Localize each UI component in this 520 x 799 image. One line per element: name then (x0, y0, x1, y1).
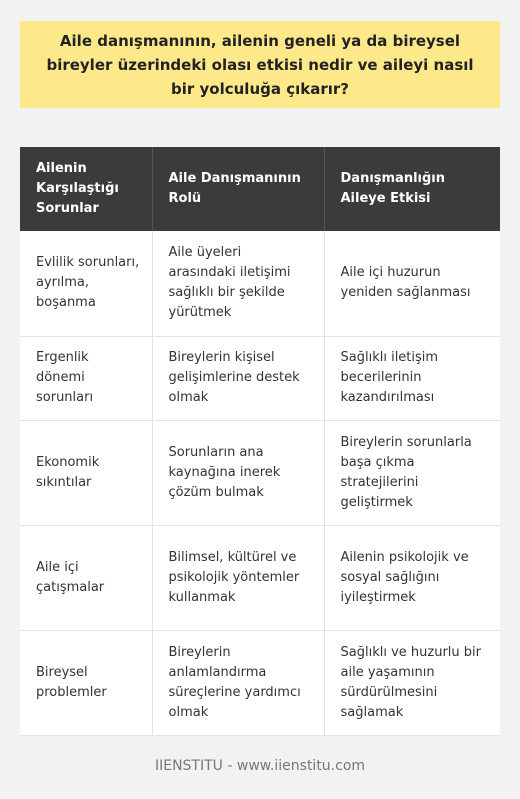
table-header-row (20, 147, 500, 231)
column-header: Ailenin Karşılaştığı Sorunlar (20, 147, 152, 231)
table-cell: Aile içi çatışmalar (20, 525, 152, 630)
table-cell: Ekonomik sıkıntılar (20, 420, 152, 525)
table-cell: Bireysel problemler (20, 630, 152, 735)
table-row (20, 420, 500, 525)
table-row (20, 525, 500, 630)
table-cell: Bireylerin kişisel gelişimlerine destek olmak (152, 336, 324, 420)
table-cell: Ergenlik dönemi sorunları (20, 336, 152, 420)
column-header: Danışmanlığın Aileye Etkisi (324, 147, 500, 231)
table-cell: Sorunların ana kaynağına inerek çözüm bulmak (152, 420, 324, 525)
table-cell: Bireylerin anlamlandırma süreçlerine yardımcı olmak (152, 630, 324, 735)
table-cell: Aile içi huzurun yeniden sağlanması (324, 231, 500, 336)
table-row (20, 630, 500, 735)
info-table (20, 147, 500, 736)
column-header: Aile Danışmanının Rolü (152, 147, 324, 231)
table-cell: Sağlıklı ve huzurlu bir aile yaşamının sürdürülmesini sağlamak (324, 630, 500, 735)
page-title: Aile danışmanının, ailenin geneli ya da bireysel bireyler üzerindeki olası etkisi nedir ve aileyi nasıl bir yolculuğa çıkarır? (20, 21, 500, 108)
table-row (20, 336, 500, 420)
table-cell: Ailenin psikolojik ve sosyal sağlığını iyileştirmek (324, 525, 500, 630)
table-cell: Bireylerin sorunlarla başa çıkma stratejilerini geliştirmek (324, 420, 500, 525)
table-row (20, 231, 500, 336)
table-cell: Bilimsel, kültürel ve psikolojik yöntemler kullanmak (152, 525, 324, 630)
footer-source: IIENSTITU - www.iienstitu.com (154, 758, 366, 774)
table-cell: Sağlıklı iletişim becerilerinin kazandırılması (324, 336, 500, 420)
table-cell: Aile üyeleri arasındaki iletişimi sağlıklı bir şekilde yürütmek (152, 231, 324, 336)
table-cell: Evlilik sorunları, ayrılma, boşanma (20, 231, 152, 336)
